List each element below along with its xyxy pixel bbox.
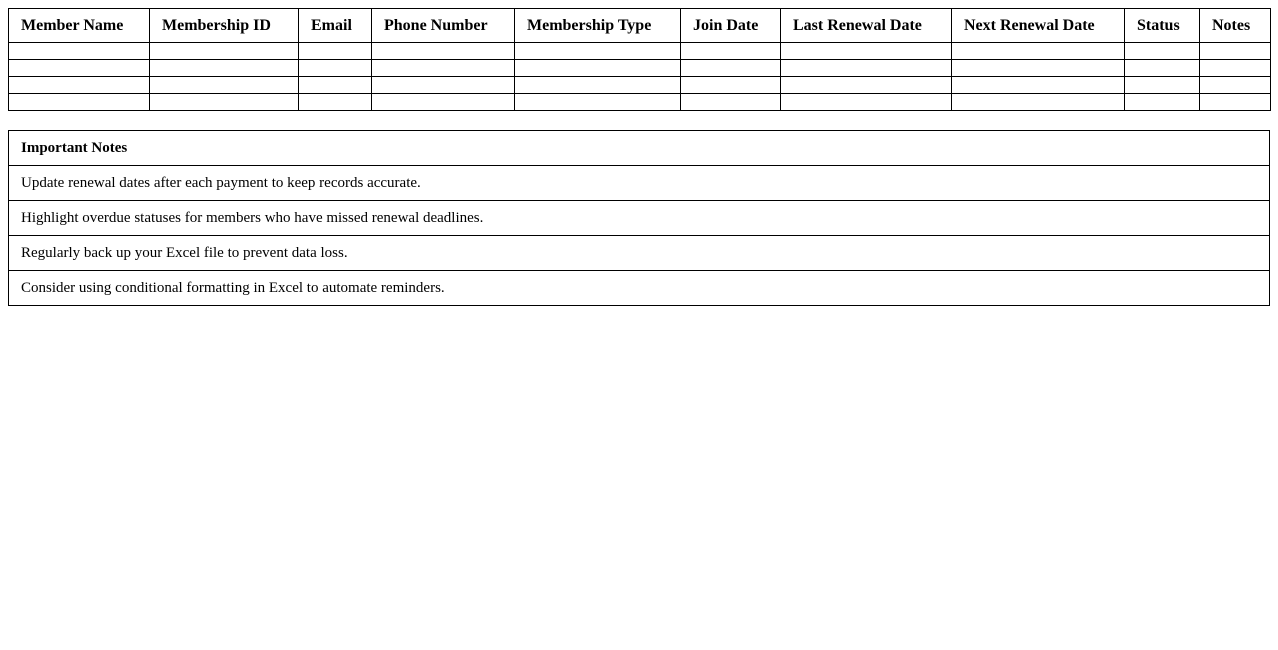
table-cell[interactable] xyxy=(372,77,515,94)
table-cell[interactable] xyxy=(681,60,781,77)
table-cell[interactable] xyxy=(372,60,515,77)
column-header-last-renewal-date[interactable]: Last Renewal Date xyxy=(781,9,952,43)
table-cell[interactable] xyxy=(299,60,372,77)
note-row xyxy=(9,236,1270,271)
notes-header-row xyxy=(9,131,1270,166)
table-cell[interactable] xyxy=(299,77,372,94)
membership-table xyxy=(8,8,1271,111)
column-header-membership-type[interactable]: Membership Type xyxy=(515,9,681,43)
column-header-join-date[interactable]: Join Date xyxy=(681,9,781,43)
table-cell[interactable] xyxy=(1200,77,1271,94)
header-row xyxy=(9,9,1271,43)
table-cell[interactable] xyxy=(952,77,1125,94)
table-cell[interactable] xyxy=(515,94,681,111)
table-cell[interactable] xyxy=(299,43,372,60)
table-cell[interactable] xyxy=(781,60,952,77)
table-row xyxy=(9,94,1271,111)
column-header-email[interactable]: Email xyxy=(299,9,372,43)
column-header-membership-id[interactable]: Membership ID xyxy=(150,9,299,43)
table-cell[interactable] xyxy=(952,43,1125,60)
table-cell[interactable] xyxy=(1200,60,1271,77)
note-item: Regularly back up your Excel file to prevent data loss. xyxy=(9,236,1270,271)
table-cell[interactable] xyxy=(150,94,299,111)
table-row xyxy=(9,60,1271,77)
table-cell[interactable] xyxy=(681,77,781,94)
column-header-next-renewal-date[interactable]: Next Renewal Date xyxy=(952,9,1125,43)
note-row xyxy=(9,271,1270,306)
table-cell[interactable] xyxy=(150,77,299,94)
table-cell[interactable] xyxy=(952,94,1125,111)
note-item: Consider using conditional formatting in Excel to automate reminders. xyxy=(9,271,1270,306)
table-cell[interactable] xyxy=(1125,94,1200,111)
table-cell[interactable] xyxy=(372,43,515,60)
column-header-phone-number[interactable]: Phone Number xyxy=(372,9,515,43)
table-cell[interactable] xyxy=(1200,43,1271,60)
table-cell[interactable] xyxy=(150,60,299,77)
table-cell[interactable] xyxy=(150,43,299,60)
table-cell[interactable] xyxy=(515,77,681,94)
table-cell[interactable] xyxy=(9,77,150,94)
table-cell[interactable] xyxy=(1125,77,1200,94)
table-cell[interactable] xyxy=(952,60,1125,77)
important-notes-table xyxy=(8,130,1270,306)
table-row xyxy=(9,77,1271,94)
table-cell[interactable] xyxy=(9,43,150,60)
table-cell[interactable] xyxy=(1125,43,1200,60)
table-cell[interactable] xyxy=(9,60,150,77)
table-cell[interactable] xyxy=(299,94,372,111)
table-cell[interactable] xyxy=(681,94,781,111)
note-item: Update renewal dates after each payment to keep records accurate. xyxy=(9,166,1270,201)
table-cell[interactable] xyxy=(372,94,515,111)
table-cell[interactable] xyxy=(515,60,681,77)
note-row xyxy=(9,201,1270,236)
table-cell[interactable] xyxy=(781,43,952,60)
table-row xyxy=(9,43,1271,60)
table-cell[interactable] xyxy=(1125,60,1200,77)
table-cell[interactable] xyxy=(9,94,150,111)
note-item: Highlight overdue statuses for members who have missed renewal deadlines. xyxy=(9,201,1270,236)
note-row xyxy=(9,166,1270,201)
table-cell[interactable] xyxy=(681,43,781,60)
column-header-status[interactable]: Status xyxy=(1125,9,1200,43)
column-header-notes[interactable]: Notes xyxy=(1200,9,1271,43)
table-cell[interactable] xyxy=(515,43,681,60)
table-cell[interactable] xyxy=(1200,94,1271,111)
column-header-member-name[interactable]: Member Name xyxy=(9,9,150,43)
notes-heading: Important Notes xyxy=(9,131,1270,166)
table-cell[interactable] xyxy=(781,94,952,111)
table-cell[interactable] xyxy=(781,77,952,94)
